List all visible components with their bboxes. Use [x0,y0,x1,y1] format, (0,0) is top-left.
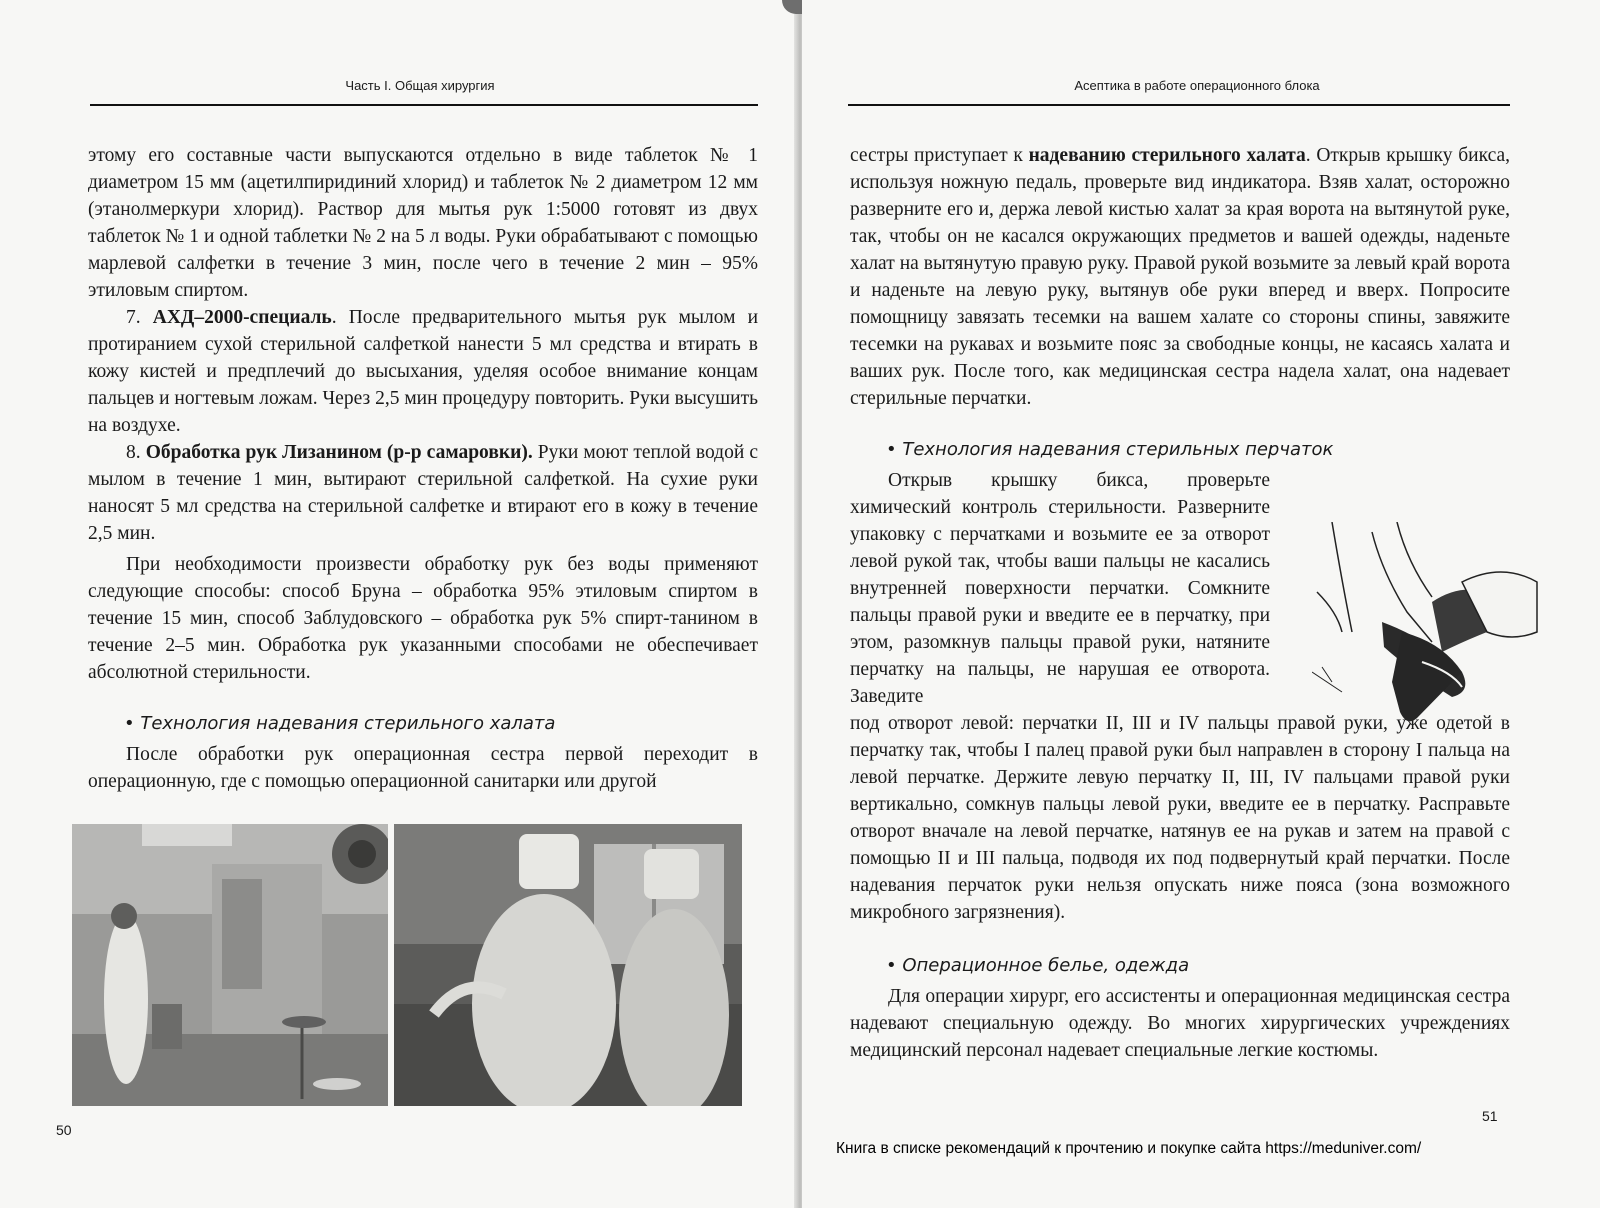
left-header-rule [90,104,758,106]
paragraph-gloves-rest: под отворот левой: перчатки II, III и IV пальцы правой руки, уже одетой в перчатку так, чтобы I палец правой руки был направлен в сторону I пальца на левой перчатке. Держите левую перчатку II, III, IV пальцами правой руки вертикально, сомкнув пальцы левой руки, введите ее в перчатку. Расправьте отворот вначале на левой перчатке, натянув ее на рукав и затем на правой с помощью II и III пальца, подводя их под подвернутый край перчатки. После надевания перчаток руки нельзя опускать ниже пояса (зона возможного микробного загрязнения). [850,713,1510,923]
glove-donning-illustration [1312,522,1542,738]
left-body [88,142,758,795]
paragraph: После обработки рук операционная сестра первой переходит в операционную, где с помощью операционной санитарки или другой [88,744,758,792]
operating-room-illustration [72,824,388,1106]
item-8: 8. Обработка рук Лизанином (р-р самаровки). Руки моют теплой водой с мылом в течение 1 мин, вытирают стерильной салфеткой. На сухие руки наносят 5 мл средства на стерильной салфетке и втирают его в кожу в течение 2,5 мин. [88,442,758,544]
left-running-head: Часть I. Общая хирургия [345,78,495,93]
section-heading-gloves: • Технология надевания стерильных перчаток [886,439,1334,460]
left-page-number: 50 [56,1122,72,1138]
operating-room-photo [72,824,388,1106]
paragraph: При необходимости произвести обработку рук без воды применяют следующие способы: способ Бруна – обработка 95% этиловым спиртом в течение 15 мин, способ Заблудовского – обработка рук 5% спирт-танином в течение 2–5 мин. Обработка рук указанными способами не обеспечивает абсолютной стерильности. [88,554,758,683]
paragraph-gown: сестры приступает к надеванию стерильного халата. Открыв крышку бикса, используя ножную педаль, проверьте вид индикатора. Взяв халат, осторожно разверните его и, держа левой кистью халат за края ворота на вытянутой руке, так, чтобы он не касался окружающих предметов и вашей одежды, наденьте халат на вытянутую правую руку. Правой рукой возьмите за левый край ворота и наденьте на левую руку, вытянув обе руки вперед и вверх. Попросите помощницу завязать тесемки на вашем халате со стороны спины, завяжите тесемки на рукавах и возьмите пояс за свободные концы, не касаясь халата и ваших рук. После того, как медицинская сестра надела халат, она надевает стерильные перчатки. [850,145,1510,409]
nurse-gowning-photo [394,824,742,1106]
footer-recommendation-note: Книга в списке рекомендаций к прочтению и покупке сайта https://meduniver.com/ [836,1140,1422,1157]
paragraph-gloves-wrapped: Открыв крышку бикса, проверьте химический контроль стерильности. Разверните упаковку с перчатками и возьмите ее за отворот левой рукой так, чтобы ваши пальцы не касались внутренней поверхности перчатки. Сомкните пальцы правой руки и введите ее в перчатку, при этом, разомкнув пальцы правой руки, натяните перчатку на пальцы, не нарушая ее отворота. Заведите [850,470,1270,707]
item-8-title: Обработка рук Лизанином (р-р самаровки). [145,442,533,463]
paragraph: этому его составные части выпускаются отдельно в виде таблеток № 1 диаметром 15 мм (ацетилпиридиний хлорид) и таблеток № 2 диаметром 12 мм (этанолмеркури хлорид). Раствор для мытья рук 1:5000 готовят из двух таблеток № 1 и одной таблетки № 2 на 5 л воды. Руки обрабатывают с помощью марлевой салфетки в течение 3 мин, после чего в течение 2 мин – 95% этиловым спиртом. [88,145,758,301]
section-heading-linen: • Операционное белье, одежда [886,955,1190,976]
paragraph-linen: Для операции хирург, его ассистенты и операционная медицинская сестра надевают специальную одежду. Во многих хирургических учреждениях медицинский персонал надевает специальные легкие костюмы. [850,986,1510,1061]
gown-term: надеванию стерильного халата [1028,145,1306,166]
item-7-title: АХД–2000-специаль [152,307,332,328]
right-page-number: 51 [1482,1108,1498,1124]
left-page [0,0,798,1208]
section-heading-gown: • Технология надевания стерильного халата [124,713,556,734]
item-7: 7. АХД–2000-специаль. После предварительного мытья рук мылом и протиранием сухой стерильной салфеткой нанести 5 мл средства и втирать в кожу кистей и предплечий до высыхания, уделяя особое внимание концам пальцев и ногтевым ложам. Через 2,5 мин процедуру повторить. Руки высушить на воздухе. [88,307,758,436]
right-running-head: Асептика в работе операционного блока [1074,78,1320,93]
nurse-gowning-illustration [394,824,742,1106]
right-header-rule [848,104,1510,106]
